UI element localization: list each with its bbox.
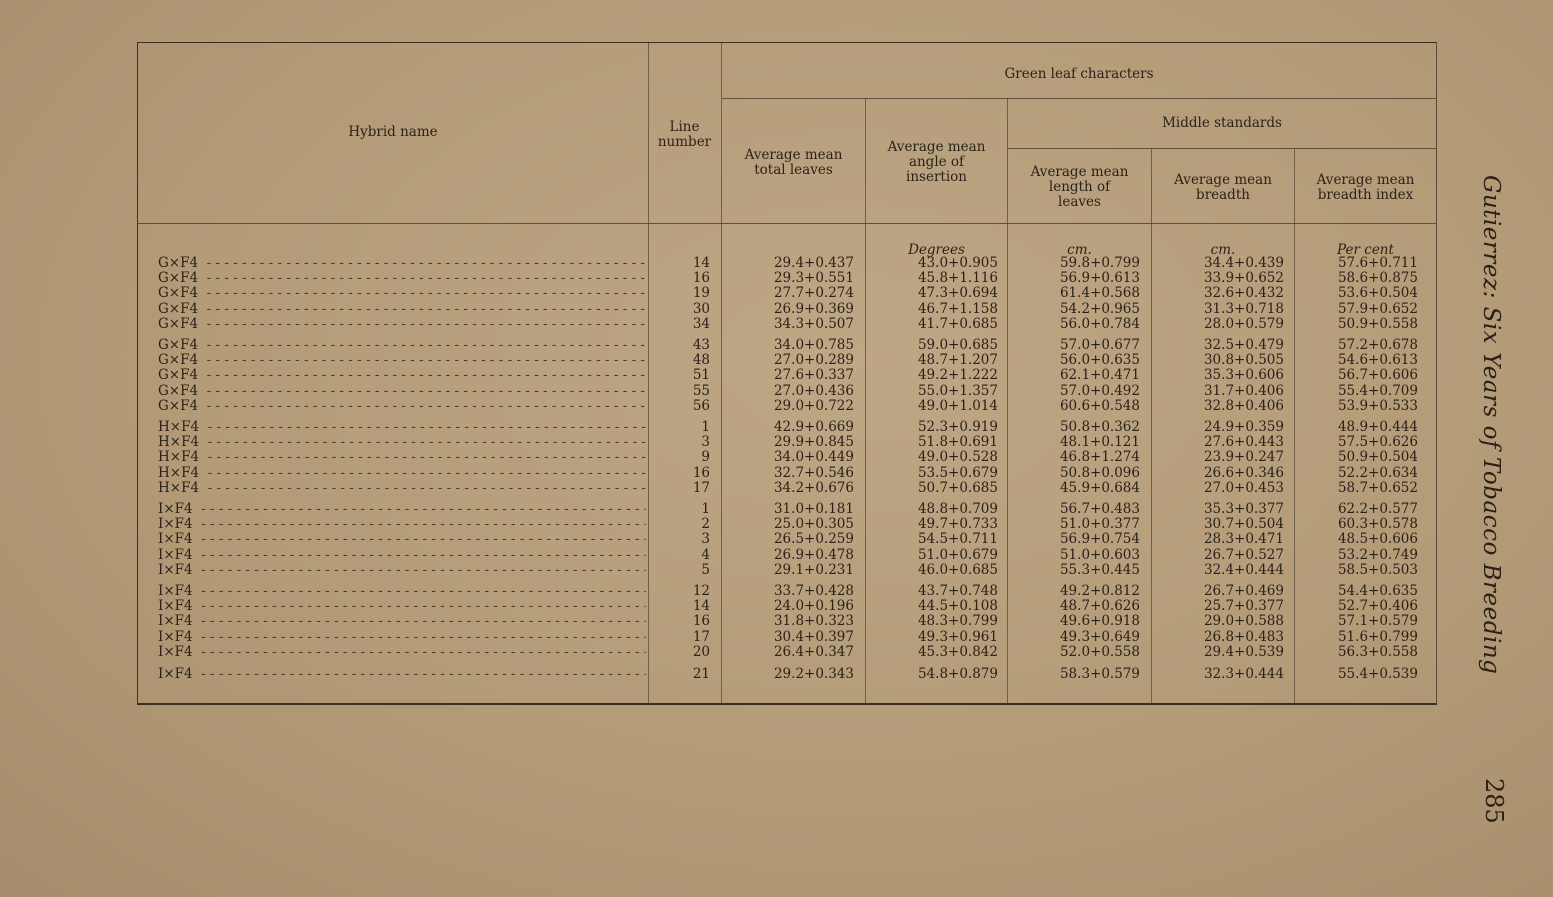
hybrid-name-cell: G×F4 - - - — [158, 338, 646, 353]
line-number-cell: 12 — [692, 583, 710, 599]
hybrid-name-cell: G×F4 - - - — [158, 302, 646, 317]
table-row — [138, 256, 1436, 271]
value-cell: 27.0+0.289 — [773, 352, 854, 369]
value-cell: 54.2+0.965 — [1059, 300, 1140, 317]
hybrid-name-cell: G×F4 - - - — [158, 384, 646, 399]
table-row — [138, 630, 1436, 645]
line-number-cell: 3 — [701, 434, 710, 451]
value-cell: 35.3+0.377 — [1203, 501, 1284, 517]
value-cell: 60.3+0.578 — [1337, 516, 1418, 533]
value-cell: 53.6+0.504 — [1337, 285, 1418, 302]
value-cell: 53.2+0.749 — [1337, 546, 1418, 563]
line-number-cell: 1 — [701, 419, 710, 435]
hybrid-name-cell: G×F4 - - - — [158, 271, 646, 286]
value-cell: 34.3+0.507 — [773, 315, 854, 332]
line-number-cell: 17 — [692, 628, 710, 645]
value-cell: 50.8+0.362 — [1059, 419, 1140, 435]
value-cell: 31.0+0.181 — [773, 501, 854, 517]
value-cell: 34.0+0.785 — [773, 337, 854, 353]
value-cell: 48.7+0.626 — [1059, 598, 1140, 615]
value-cell: 31.3+0.718 — [1203, 300, 1284, 317]
value-cell: 26.5+0.259 — [773, 531, 854, 548]
value-cell: 46.0+0.685 — [917, 561, 998, 578]
value-cell: 31.8+0.323 — [773, 613, 854, 630]
value-cell: 53.9+0.533 — [1337, 397, 1418, 414]
value-cell: 29.9+0.845 — [773, 434, 854, 451]
value-cell: 34.0+0.449 — [773, 449, 854, 466]
value-cell: 46.7+1.158 — [917, 300, 998, 317]
value-cell: 50.9+0.504 — [1337, 449, 1418, 466]
table-row — [138, 667, 1436, 682]
header-middle-standards: Middle standards — [1162, 115, 1282, 131]
table-row — [138, 435, 1436, 450]
value-cell: 25.0+0.305 — [773, 516, 854, 533]
line-number-cell: 14 — [692, 255, 710, 271]
hybrid-name-cell: I×F4 - - - — [158, 584, 646, 599]
value-cell: 30.7+0.504 — [1203, 516, 1284, 533]
value-cell: 59.0+0.685 — [917, 337, 998, 353]
value-cell: 41.7+0.685 — [917, 315, 998, 332]
data-table — [137, 42, 1437, 705]
line-number-cell: 14 — [692, 598, 710, 615]
value-cell: 35.3+0.606 — [1203, 367, 1284, 384]
table-row — [138, 481, 1436, 496]
value-cell: 51.0+0.377 — [1059, 516, 1140, 533]
value-cell: 34.4+0.439 — [1203, 255, 1284, 271]
table-row — [138, 399, 1436, 414]
line-number-cell: 4 — [701, 546, 710, 563]
header-rule — [722, 98, 1436, 99]
value-cell: 59.8+0.799 — [1059, 255, 1140, 271]
hybrid-name-cell: I×F4 - - - — [158, 517, 646, 532]
hybrid-name-cell: G×F4 - - - — [158, 368, 646, 383]
line-number-cell: 20 — [692, 643, 710, 660]
hybrid-name-cell: H×F4 - - - — [158, 450, 646, 465]
value-cell: 48.8+0.709 — [917, 501, 998, 517]
value-cell: 49.0+1.014 — [917, 397, 998, 414]
hybrid-name-cell: I×F4 - - - — [158, 502, 646, 517]
value-cell: 28.3+0.471 — [1203, 531, 1284, 548]
value-cell: 32.8+0.406 — [1203, 397, 1284, 414]
value-cell: 49.0+0.528 — [917, 449, 998, 466]
table-row — [138, 466, 1436, 481]
value-cell: 44.5+0.108 — [917, 598, 998, 615]
value-cell: 27.0+0.436 — [773, 382, 854, 399]
hybrid-name-cell: I×F4 - - - — [158, 532, 646, 547]
line-number-cell: 3 — [701, 531, 710, 548]
value-cell: 46.8+1.274 — [1059, 449, 1140, 466]
hybrid-name-cell: H×F4 - - - — [158, 435, 646, 450]
value-cell: 56.0+0.635 — [1059, 352, 1140, 369]
value-cell: 29.4+0.539 — [1203, 643, 1284, 660]
line-number-cell: 34 — [692, 315, 710, 332]
table-row — [138, 317, 1436, 332]
value-cell: 48.3+0.799 — [917, 613, 998, 630]
value-cell: 45.3+0.842 — [917, 643, 998, 660]
value-cell: 27.6+0.337 — [773, 367, 854, 384]
unit-cm-length: cm. — [1067, 242, 1092, 258]
page-number: 285 — [1480, 778, 1508, 824]
unit-cm-breadth: cm. — [1210, 242, 1236, 258]
value-cell: 57.9+0.652 — [1337, 300, 1418, 317]
value-cell: 60.6+0.548 — [1059, 397, 1140, 414]
line-number-cell: 43 — [692, 337, 710, 353]
table-row — [138, 614, 1436, 629]
header-bottom-rule — [138, 223, 1436, 224]
value-cell: 26.8+0.483 — [1203, 628, 1284, 645]
header-line-number: Line number — [657, 119, 712, 150]
value-cell: 57.1+0.579 — [1337, 613, 1418, 630]
table-row — [138, 584, 1436, 599]
value-cell: 26.6+0.346 — [1203, 464, 1284, 481]
hybrid-name-cell: I×F4 - - - — [158, 548, 646, 563]
header-angle: Average mean angle of insertion — [887, 139, 986, 185]
value-cell: 56.0+0.784 — [1059, 315, 1140, 332]
line-number-cell: 16 — [692, 270, 710, 287]
value-cell: 34.2+0.676 — [773, 479, 854, 496]
value-cell: 62.2+0.577 — [1337, 501, 1418, 517]
value-cell: 45.8+1.116 — [917, 270, 998, 287]
value-cell: 49.3+0.961 — [917, 628, 998, 645]
line-number-cell: 2 — [701, 516, 710, 533]
value-cell: 58.3+0.579 — [1059, 666, 1140, 682]
value-cell: 62.1+0.471 — [1059, 367, 1140, 384]
hybrid-name-cell: I×F4 - - - — [158, 563, 646, 578]
value-cell: 30.8+0.505 — [1203, 352, 1284, 369]
value-cell: 50.9+0.558 — [1337, 315, 1418, 332]
value-cell: 31.7+0.406 — [1203, 382, 1284, 399]
line-number-cell: 56 — [692, 397, 710, 414]
value-cell: 52.7+0.406 — [1337, 598, 1418, 615]
hybrid-name-cell: I×F4 - - - — [158, 630, 646, 645]
table-row — [138, 302, 1436, 317]
line-number-cell: 21 — [692, 666, 710, 682]
value-cell: 58.5+0.503 — [1337, 561, 1418, 578]
line-number-cell: 19 — [692, 285, 710, 302]
hybrid-name-cell: G×F4 - - - — [158, 399, 646, 414]
value-cell: 56.7+0.483 — [1059, 501, 1140, 517]
value-cell: 30.4+0.397 — [773, 628, 854, 645]
value-cell: 32.3+0.444 — [1203, 666, 1284, 682]
hybrid-name-cell: H×F4 - - - — [158, 466, 646, 481]
hybrid-name-cell: I×F4 - - - — [158, 599, 646, 614]
value-cell: 58.6+0.875 — [1337, 270, 1418, 287]
table-row — [138, 599, 1436, 614]
hybrid-name-cell: I×F4 - - - — [158, 667, 646, 682]
value-cell: 51.8+0.691 — [917, 434, 998, 451]
value-cell: 57.0+0.677 — [1059, 337, 1140, 353]
line-number-cell: 51 — [692, 367, 710, 384]
header-hybrid-name: Hybrid name — [348, 124, 438, 140]
value-cell: 26.4+0.347 — [773, 643, 854, 660]
value-cell: 24.0+0.196 — [773, 598, 854, 615]
header-breadth: Average mean breadth — [1174, 172, 1272, 203]
table-row — [138, 338, 1436, 353]
value-cell: 49.2+0.812 — [1059, 583, 1140, 599]
value-cell: 50.7+0.685 — [917, 479, 998, 496]
header-rule — [1008, 148, 1436, 149]
line-number-cell: 17 — [692, 479, 710, 496]
value-cell: 51.0+0.603 — [1059, 546, 1140, 563]
value-cell: 55.3+0.445 — [1059, 561, 1140, 578]
value-cell: 27.7+0.274 — [773, 285, 854, 302]
value-cell: 54.4+0.635 — [1337, 583, 1418, 599]
value-cell: 28.0+0.579 — [1203, 315, 1284, 332]
line-number-cell: 55 — [692, 382, 710, 399]
value-cell: 26.9+0.478 — [773, 546, 854, 563]
table-row — [138, 645, 1436, 660]
table-row — [138, 450, 1436, 465]
value-cell: 26.7+0.469 — [1203, 583, 1284, 599]
line-number-cell: 16 — [692, 464, 710, 481]
value-cell: 29.3+0.551 — [773, 270, 854, 287]
value-cell: 24.9+0.359 — [1203, 419, 1284, 435]
value-cell: 55.0+1.357 — [917, 382, 998, 399]
line-number-cell: 30 — [692, 300, 710, 317]
value-cell: 54.6+0.613 — [1337, 352, 1418, 369]
hybrid-name-cell: I×F4 - - - — [158, 645, 646, 660]
value-cell: 29.2+0.343 — [773, 666, 854, 682]
table-row — [138, 502, 1436, 517]
value-cell: 48.9+0.444 — [1337, 419, 1418, 435]
line-number-cell: 48 — [692, 352, 710, 369]
hybrid-name-cell: H×F4 - - - — [158, 420, 646, 435]
table-row — [138, 353, 1436, 368]
value-cell: 27.0+0.453 — [1203, 479, 1284, 496]
unit-per-cent: Per cent — [1337, 242, 1394, 258]
value-cell: 57.6+0.711 — [1337, 255, 1418, 271]
value-cell: 57.5+0.626 — [1337, 434, 1418, 451]
value-cell: 56.7+0.606 — [1337, 367, 1418, 384]
value-cell: 45.9+0.684 — [1059, 479, 1140, 496]
value-cell: 29.0+0.722 — [773, 397, 854, 414]
header-total-leaves: Average mean total leaves — [744, 147, 843, 178]
value-cell: 55.4+0.539 — [1337, 666, 1418, 682]
value-cell: 48.7+1.207 — [917, 352, 998, 369]
line-number-cell: 1 — [701, 501, 710, 517]
table-row — [138, 271, 1436, 286]
value-cell: 52.3+0.919 — [917, 419, 998, 435]
value-cell: 54.8+0.879 — [917, 666, 998, 682]
table-row — [138, 532, 1436, 547]
table-row — [138, 517, 1436, 532]
value-cell: 26.9+0.369 — [773, 300, 854, 317]
value-cell: 25.7+0.377 — [1203, 598, 1284, 615]
value-cell: 49.3+0.649 — [1059, 628, 1140, 645]
value-cell: 53.5+0.679 — [917, 464, 998, 481]
value-cell: 29.1+0.231 — [773, 561, 854, 578]
value-cell: 27.6+0.443 — [1203, 434, 1284, 451]
value-cell: 61.4+0.568 — [1059, 285, 1140, 302]
value-cell: 54.5+0.711 — [917, 531, 998, 548]
value-cell: 56.9+0.613 — [1059, 270, 1140, 287]
value-cell: 29.4+0.437 — [773, 255, 854, 271]
value-cell: 48.1+0.121 — [1059, 434, 1140, 451]
value-cell: 57.2+0.678 — [1337, 337, 1418, 353]
value-cell: 51.0+0.679 — [917, 546, 998, 563]
value-cell: 57.0+0.492 — [1059, 382, 1140, 399]
header-green-leaf: Green leaf characters — [1004, 66, 1154, 82]
value-cell: 48.5+0.606 — [1337, 531, 1418, 548]
header-length: Average mean length of leaves — [1030, 164, 1129, 210]
value-cell: 52.0+0.558 — [1059, 643, 1140, 660]
header-breadth-index: Average mean breadth index — [1316, 172, 1415, 203]
table-row — [138, 548, 1436, 563]
value-cell: 33.9+0.652 — [1203, 270, 1284, 287]
hybrid-name-cell: G×F4 - - - — [158, 317, 646, 332]
value-cell: 23.9+0.247 — [1203, 449, 1284, 466]
table-row — [138, 286, 1436, 301]
value-cell: 32.5+0.479 — [1203, 337, 1284, 353]
hybrid-name-cell: G×F4 - - - — [158, 256, 646, 271]
value-cell: 49.6+0.918 — [1059, 613, 1140, 630]
value-cell: 32.6+0.432 — [1203, 285, 1284, 302]
hybrid-name-cell: I×F4 - - - — [158, 614, 646, 629]
table-row — [138, 368, 1436, 383]
value-cell: 47.3+0.694 — [917, 285, 998, 302]
unit-degrees: Degrees — [908, 242, 965, 258]
value-cell: 42.9+0.669 — [773, 419, 854, 435]
hybrid-name-cell: G×F4 - - - — [158, 286, 646, 301]
value-cell: 43.0+0.905 — [917, 255, 998, 271]
table-row — [138, 384, 1436, 399]
value-cell: 32.4+0.444 — [1203, 561, 1284, 578]
table-row — [138, 563, 1436, 578]
value-cell: 29.0+0.588 — [1203, 613, 1284, 630]
value-cell: 58.7+0.652 — [1337, 479, 1418, 496]
value-cell: 43.7+0.748 — [917, 583, 998, 599]
line-number-cell: 9 — [701, 449, 710, 466]
value-cell: 51.6+0.799 — [1337, 628, 1418, 645]
value-cell: 32.7+0.546 — [773, 464, 854, 481]
value-cell: 49.7+0.733 — [917, 516, 998, 533]
line-number-cell: 5 — [701, 561, 710, 578]
value-cell: 50.8+0.096 — [1059, 464, 1140, 481]
table-row — [138, 420, 1436, 435]
value-cell: 33.7+0.428 — [773, 583, 854, 599]
hybrid-name-cell: H×F4 - - - — [158, 481, 646, 496]
value-cell: 56.3+0.558 — [1337, 643, 1418, 660]
value-cell: 52.2+0.634 — [1337, 464, 1418, 481]
value-cell: 26.7+0.527 — [1203, 546, 1284, 563]
value-cell: 56.9+0.754 — [1059, 531, 1140, 548]
running-head: Gutierrez: Six Years of Tobacco Breeding — [1478, 175, 1504, 675]
value-cell: 49.2+1.222 — [917, 367, 998, 384]
value-cell: 55.4+0.709 — [1337, 382, 1418, 399]
line-number-cell: 16 — [692, 613, 710, 630]
hybrid-name-cell: G×F4 - - - — [158, 353, 646, 368]
